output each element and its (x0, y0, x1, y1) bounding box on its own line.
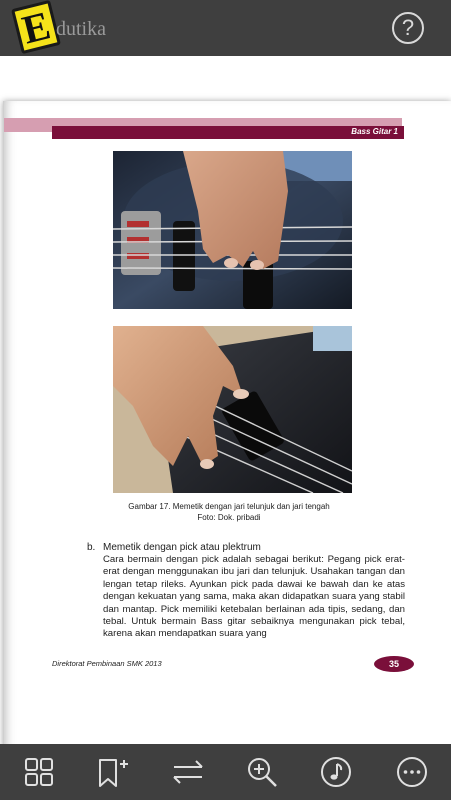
photo-2-graphic (113, 326, 352, 493)
swap-icon (172, 756, 204, 788)
figure-caption-source: Foto: Dok. pribadi (197, 513, 261, 522)
music-note-icon (320, 756, 352, 788)
photo-plucking-closeup (113, 326, 352, 493)
photo-plucking-fingers (113, 151, 352, 309)
bottom-toolbar (0, 744, 451, 800)
grid-icon (23, 756, 55, 788)
thumbnails-button[interactable] (23, 756, 55, 788)
figure-caption (64, 501, 394, 523)
app-logo (11, 0, 61, 54)
bookmark-add-icon (96, 756, 128, 788)
body-paragraph: Cara bermain dengan pick adalah sebagai berikut: Pegang pick erat-erat dengan menggunakan ibu jari dan telunjuk. Usahakan tangan dan lengan tetap rileks. Ayunkan pick pada dawai ke bawah dan ke atas dengan kekuatan yang sama, maka akan didapatkan suara yang stabil dan mantap. Pick memiliki ketebalan berlainan ada tipis, sedang, dan tebal. Untuk bermain Bass gitar sebaiknya mengunakan pick tebal, karena akan mendapatkan suara yang (103, 554, 405, 640)
swap-pages-button[interactable] (172, 756, 204, 788)
page-number-badge: 35 (374, 656, 414, 672)
audio-button[interactable] (320, 756, 352, 788)
book-page[interactable] (3, 101, 451, 749)
top-app-bar (0, 0, 451, 56)
more-icon (396, 756, 428, 788)
logo-text: dutika (56, 18, 106, 40)
chapter-header-band (52, 126, 404, 139)
more-options-button[interactable] (396, 756, 428, 788)
photo-1-graphic (113, 151, 352, 309)
add-bookmark-button[interactable] (96, 756, 128, 788)
section-heading (87, 542, 261, 553)
chapter-header-label: Bass Gitar 1 (351, 127, 398, 136)
zoom-in-icon (246, 756, 278, 788)
logo-letter: E (17, 2, 55, 53)
book-viewer[interactable] (0, 56, 451, 744)
section-title: Memetik dengan pick atau plektrum (103, 542, 261, 553)
figure-caption-title: Gambar 17. Memetik dengan jari telunjuk dan jari tengah (128, 502, 330, 511)
page-footer-text: Direktorat Pembinaan SMK 2013 (52, 659, 162, 668)
zoom-in-button[interactable] (246, 756, 278, 788)
help-icon: ? (401, 15, 415, 40)
section-marker: b. (87, 542, 96, 553)
help-button[interactable] (392, 12, 424, 44)
